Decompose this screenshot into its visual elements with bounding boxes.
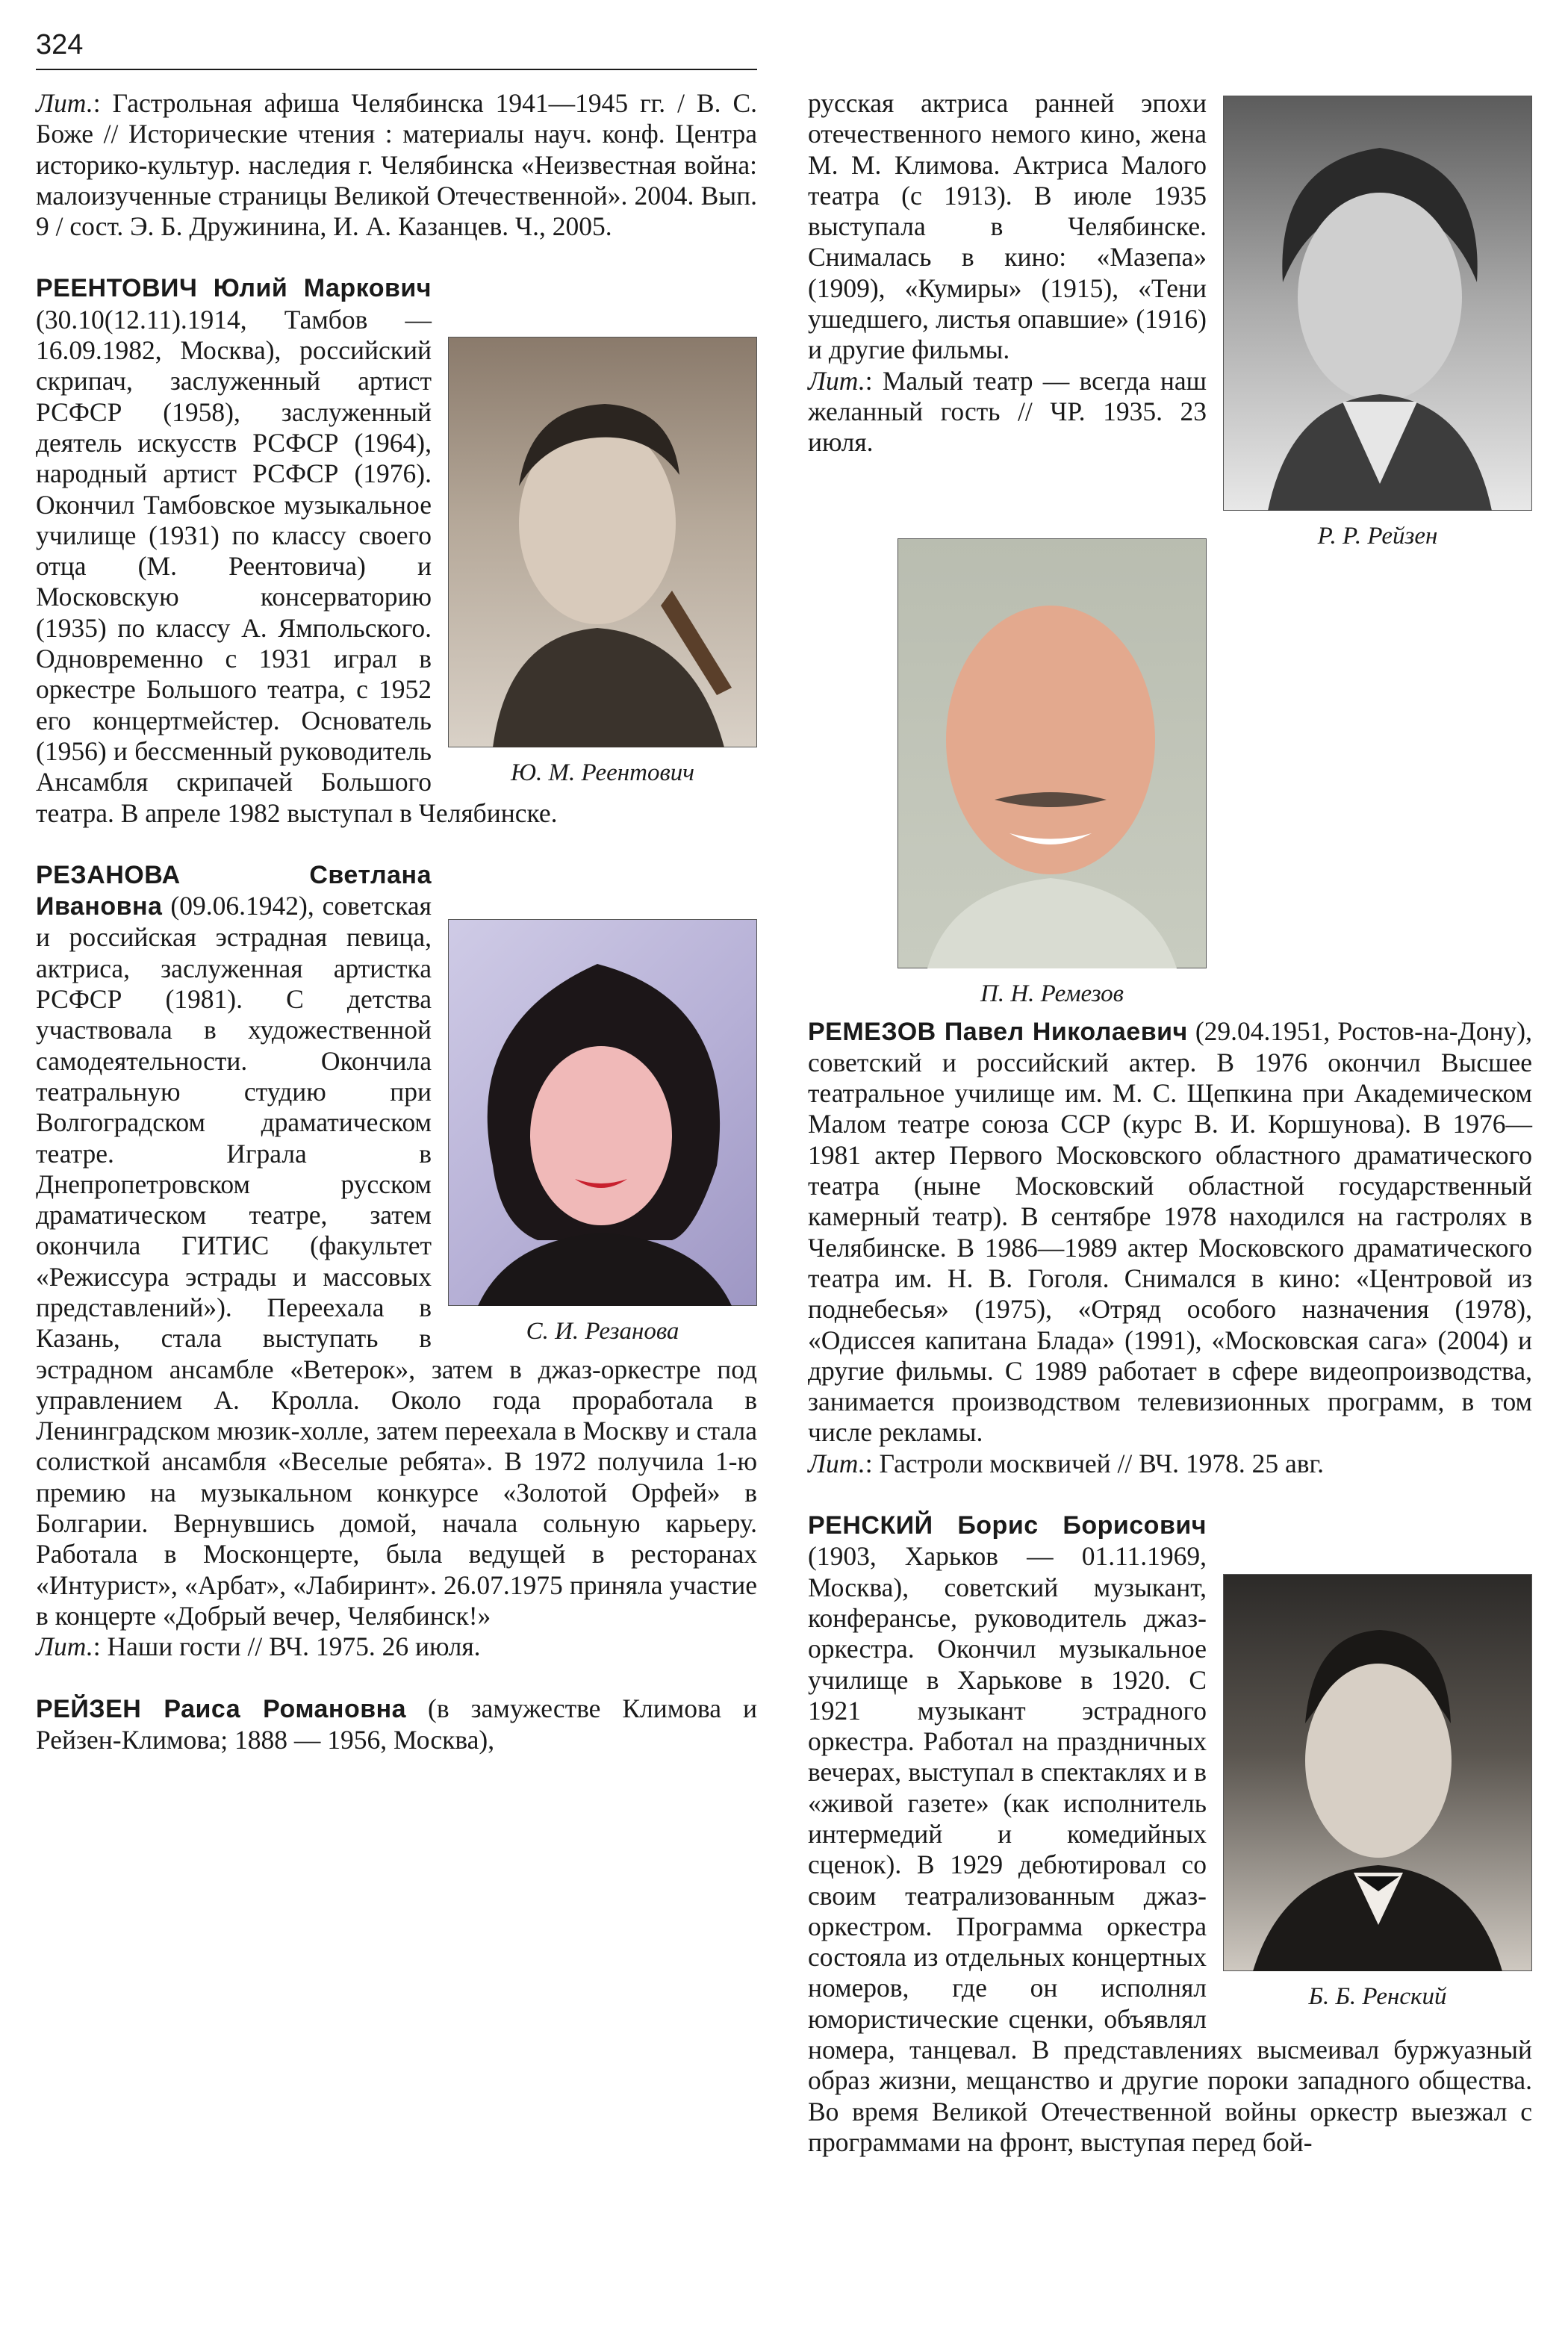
entry-text: (30.10(12.11).1914, Тамбов — 16.09.1982, Москва), российский скрипач, заслуженный артист РСФСР (1958), заслуженный деятель искусств РСФСР (1964), народный артист РСФСР (1976). Окончил Тамбовское музыкальное училище (1931) по классу своего отца (М. Реентовича) и Московскую консерваторию (1935) по классу А. Ямпольского. Одновременно с 1931 играл в оркестре Большого театра, с 1952 его концертмейстер. Основатель (1956) и бессменный руководитель Ансамбля скрипачей Большого театра. В апреле 1982 выступал в Челябинске. [36,304,558,828]
portrait-photo [1223,96,1532,511]
entry-name: РЕМЕЗОВ Павел Николаевич [808,1017,1188,1046]
entry-reyzen-start [36,1693,757,1756]
portrait-photo [1223,1574,1532,1971]
entry-text: (29.04.1951, Ростов-на-Дону), советский и российский актер. В 1976 окончил Высшее театральное училище им. М. С. Щепкина при Академическом Малом театре союза ССР (курс В. И. Коршунова). В 1976—1981 актер Первого Московского областного драматического театра (ныне Московский областной государственный камерный театр). В сентябре 1978 находился на гастролях в Челябинске. В 1986—1989 актер Московского драматического театра им. Н. В. Гоголя. Снимался в кино: «Центровой из поднебесья» (1975), «Отряд особого назначения (1978), «Одиссея капитана Блада» (1991), «Московская сага» (2004) и другие фильмы. С 1989 работает в сфере видеопроизводства, занимается производством телевизионных программ, в том числе рекламы. [808,1015,1532,1448]
photo-caption: П. Н. Ремезов [980,980,1124,1007]
left-column [36,88,757,1786]
lit-text: : Гастрольная афиша Челябинска 1941—1945 гг. / В. С. Боже // Исторические чтения : материалы науч. конф. Центра историко-культур. наследия г. Челябинска «Неизвестная война: малоизученные страницы Великой Отечественной». 2004. Вып. 9 / сост. Э. Б. Дружинина, И. А. Казанцев. Ч., 2005. [36,88,757,242]
entry-name: РЕНСКИЙ Борис Борисович [808,1511,1207,1540]
photo-caption: Б. Б. Ренский [1308,1983,1447,2011]
entry-name: РЕЙЗЕН Раиса Романовна [36,1694,407,1723]
lit-label: Лит. [36,1631,93,1662]
lit-label: Лит. [36,88,93,118]
entry-reyzen-continued [808,88,1532,550]
entry-text: (09.06.1942), советская и российская эстрадная певица, актриса, заслуженная артистка РСФСР (1981). С детства участвовала в художественной самодеятельности. Окончила театральную студию при Волгоградском драматическом театре. Играла в Днепропетровском русском драматическом театре, затем окончила ГИТИС (факультет «Режиссура эстрады и массовых представлений»). Переехала в Казань, стала выступать в эстрадном ансамбле «Ветерок», затем в джаз-оркестре под управлением А. Кролла. Около года проработала в Ленинградском мюзик-холле, затем переехала в Москву и стала солисткой ансамбля «Веселые ребята». В 1972 получила 1-ю премию на музыкальном конкурсе «Золотой Орфей» в Болгарии. Вернувшись домой, начала сольную карьеру. Работала в Москонцерте, была ведущей в ресторанах «Интурист», «Арбат», «Лабиринт». 26.07.1975 приняла участие в концерте «Добрый вечер, Челябинск!» [36,891,757,1631]
portrait-photo [448,919,757,1306]
entry-intro-literature [36,88,757,242]
figure-reentovich [448,337,757,788]
figure-rezanova [448,919,757,1346]
entry-renskiy [808,1510,1532,2158]
entry-reentovich [36,273,757,828]
photo-caption: Ю. М. Реентович [510,759,695,787]
lit-text: : Малый театр — всегда наш желанный гость // ЧР. 1935. 23 июля. [808,365,1207,458]
page-number: 324 [36,29,84,60]
entry-text: русская актриса ранней эпохи отечественного немого кино, жена М. М. Климова. Актриса Малого театра (с 1913). В июле 1935 выступала в Челябинске. Снималась в кино: «Мазепа» (1909), «Кумиры» (1915), «Тени ушедшего, листья опавшие» (1916) и другие фильмы. [808,88,1207,365]
lit-label: Лит. [808,1448,865,1478]
entry-name: РЕЗАНОВА Светлана Ивановна [36,860,432,921]
header-rule [36,69,757,70]
right-column [808,88,1532,2188]
entry-text: (в замужестве Климова и Рейзен-Климова; 1888 — 1956, Москва), [36,1693,758,1755]
figure-reyzen [1223,96,1532,551]
lit-label: Лит. [808,365,865,396]
lit-text: : Наши гости // ВЧ. 1975. 26 июля. [93,1631,481,1662]
entry-remezov [808,489,1532,1479]
lit-text: : Гастроли москвичей // ВЧ. 1978. 25 авг. [865,1448,1324,1478]
entry-name: РЕЕНТОВИЧ Юлий Маркович [36,274,432,303]
figure-renskiy [1223,1574,1532,2012]
entry-text: (1903, Харьков — 01.11.1969, Москва), советский музыкант, конферансье, руководитель джаз-оркестра. Окончил музыкальное училище в Харькове в 1920. С 1921 музыкант эстрадного оркестра. Работал на праздничных вечерах, выступал в спектаклях и в «живой газете» (как исполнитель интермедий и комедийных сценок). В 1929 дебютировал со своим театрализованным джаз-оркестром. Программа оркестра состояла из отдельных концертных номеров, где он исполнял юмористические сценки, объявлял номера, танцевал. В представлениях высмеивал буржуазный образ жизни, мещанство и другие пороки западного общества. Во время Великой Отечественной войны оркестр выезжал с программами на фронт, выступая перед бой- [808,1541,1532,2157]
photo-caption: С. И. Резанова [526,1317,679,1345]
portrait-photo [897,538,1207,968]
figure-remezov [897,538,1207,1009]
photo-caption: Р. Р. Рейзен [1317,523,1438,550]
portrait-photo [448,337,757,747]
entry-rezanova [36,859,757,1663]
